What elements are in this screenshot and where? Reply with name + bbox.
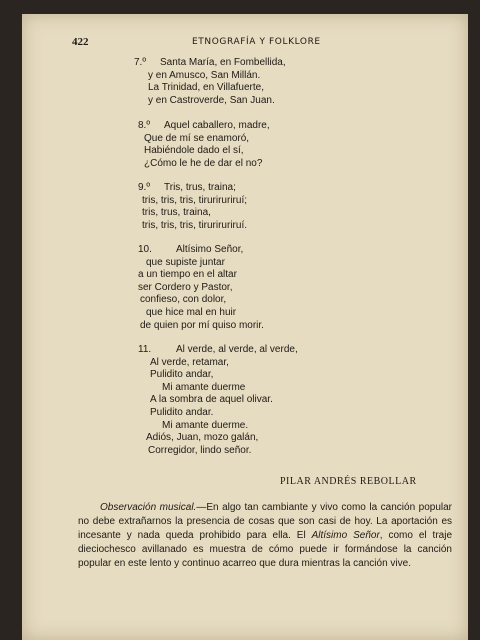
- observation-title: Altísimo Señor: [311, 530, 380, 541]
- running-title: ETNOGRAFÍA Y FOLKLORE: [192, 37, 321, 47]
- verse-line: Aquel caballero, madre,: [164, 120, 270, 131]
- stanza-11: [138, 344, 298, 457]
- verse-line: y en Amusco, San Millán.: [148, 69, 261, 81]
- stanza-10: [138, 244, 264, 332]
- stanza-number: 10.: [138, 244, 152, 255]
- page-header: [22, 36, 468, 50]
- verse-line: que supiste juntar: [146, 256, 225, 268]
- verse-line: de quien por mí quiso morir.: [140, 319, 264, 331]
- stanza-number: 7.º: [134, 57, 146, 68]
- verse-line: Mi amante duerme: [162, 381, 246, 393]
- verse-line: Pulidito andar.: [150, 406, 214, 418]
- verse-line: Adiós, Juan, mozo galán,: [146, 432, 259, 444]
- verse-line: Al verde, al verde, al verde,: [176, 344, 298, 355]
- verse-line: Corregidor, lindo señor.: [148, 444, 252, 456]
- verse-line: a un tiempo en el altar: [138, 269, 237, 281]
- observation-text: , como el traje dieciochesco avillanado es muestra de cómo puede ir formándose la canción popular en este lento y continuo acarreo que dura mientras la canción vive.: [78, 530, 453, 569]
- verse-line: ser Cordero y Pastor,: [138, 281, 233, 293]
- observation-lead: Observación musical.: [100, 502, 197, 513]
- musical-observation: [78, 501, 452, 571]
- stanza-8: [138, 120, 270, 170]
- verse-line: La Trinidad, en Villafuerte,: [148, 82, 265, 94]
- stanza-number: 8.º: [138, 120, 150, 131]
- verse-line: Tris, trus, traina;: [164, 182, 236, 193]
- verse-line: tris, tris, tris, tiruriruriruí.: [142, 219, 247, 231]
- stanza-number: 9.º: [138, 182, 150, 193]
- page-number: 422: [72, 36, 89, 48]
- verse-line: Pulidito andar,: [150, 369, 214, 381]
- stanza-number: 11.: [138, 344, 152, 355]
- verse-line: Al verde, retamar,: [150, 356, 229, 368]
- verse-line: Mi amante duerme.: [162, 419, 249, 431]
- verse-line: A la sombra de aquel olivar.: [150, 394, 273, 406]
- verse-line: y en Castroverde, San Juan.: [148, 94, 275, 106]
- verse-line: tris, tris, tris, tiruriruriruí;: [142, 194, 247, 206]
- book-page: [22, 14, 468, 640]
- stanza-7: [134, 57, 286, 107]
- verse-line: tris, trus, traina,: [142, 207, 211, 219]
- verse-line: Que de mí se enamoró,: [144, 132, 250, 144]
- verse-line: confieso, con dolor,: [140, 294, 227, 306]
- author-signature: PILAR ANDRÉS REBOLLAR: [280, 476, 417, 487]
- verse-line: ¿Cómo le he de dar el no?: [144, 157, 263, 169]
- verse-line: Altísimo Señor,: [176, 244, 244, 255]
- verse-line: Habiéndole dado el sí,: [144, 145, 244, 157]
- verse-line: Santa María, en Fombellida,: [160, 57, 286, 68]
- verse-line: que hice mal en huir: [146, 306, 237, 318]
- observation-text: —En algo tan cambiante y vivo como la canción popular no debe extrañarnos la presencia de cosas que son casi de hoy. La aportación es incesante y nada queda prohibido para ella. El: [78, 502, 453, 541]
- stanza-9: [138, 182, 247, 232]
